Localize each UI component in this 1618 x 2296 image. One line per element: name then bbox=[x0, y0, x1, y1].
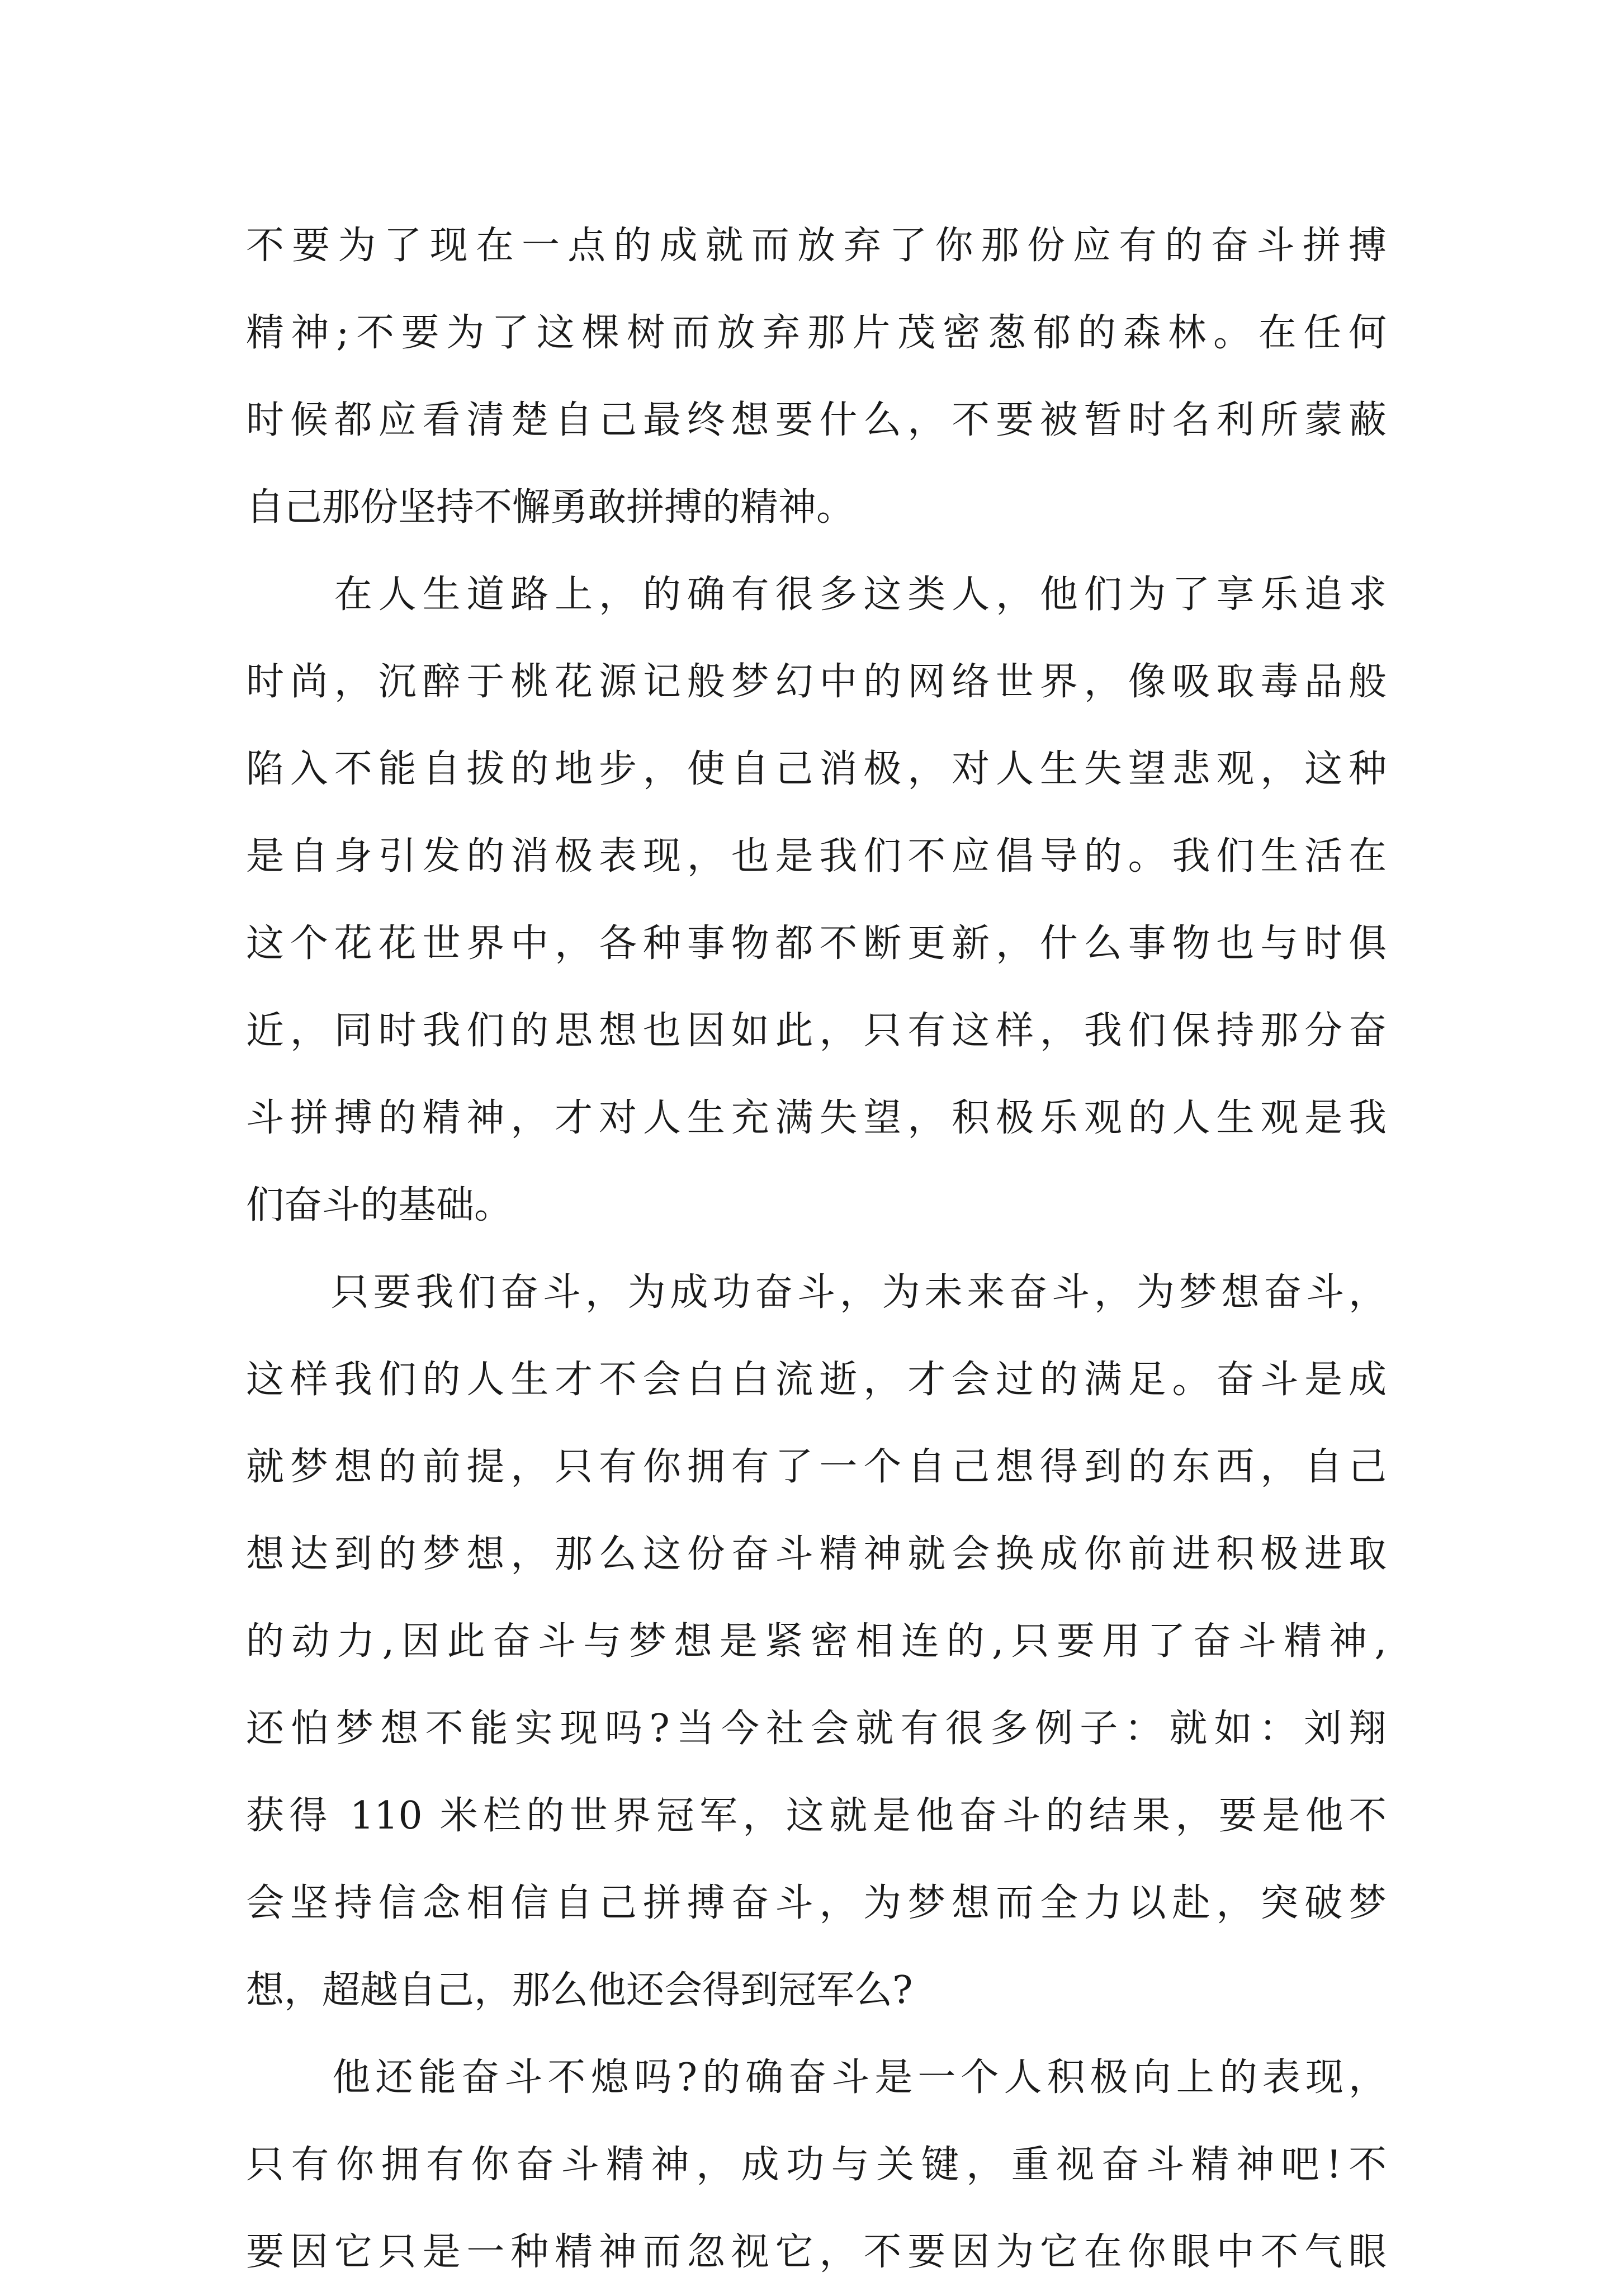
text-line: 只有你拥有你奋斗精神，成功与关键，重视奋斗精神吧!不 bbox=[246, 2143, 1387, 2187]
text-line: 想，超越自己，那么他还会得到冠军么? bbox=[246, 1968, 913, 2012]
body-text bbox=[246, 202, 1387, 2296]
text-line: 获得 110 米栏的世界冠军，这就是他奋斗的结果，要是他不 bbox=[246, 1794, 1387, 1838]
text-line: 他还能奋斗不熄吗?的确奋斗是一个人积极向上的表现， bbox=[246, 2056, 1387, 2100]
text-line: 精神;不要为了这棵树而放弃那片茂密葱郁的森林。在任何 bbox=[246, 311, 1387, 355]
text-line: 就梦想的前提，只有你拥有了一个自己想得到的东西，自己 bbox=[246, 1445, 1387, 1489]
text-line: 陷入不能自拔的地步，使自己消极，对人生失望悲观，这种 bbox=[246, 747, 1387, 791]
text-line: 要因它只是一种精神而忽视它，不要因为它在你眼中不气眼 bbox=[246, 2230, 1387, 2274]
text-line: 在人生道路上，的确有很多这类人，他们为了享乐追求 bbox=[246, 573, 1387, 617]
text-line: 还怕梦想不能实现吗?当今社会就有很多例子：就如：刘翔 bbox=[246, 1707, 1387, 1751]
text-line: 的动力,因此奋斗与梦想是紧密相连的,只要用了奋斗精神, bbox=[246, 1619, 1387, 1664]
text-line: 时候都应看清楚自己最终想要什么，不要被暂时名利所蒙蔽 bbox=[246, 398, 1387, 442]
text-line: 只要我们奋斗，为成功奋斗，为未来奋斗，为梦想奋斗， bbox=[246, 1270, 1387, 1315]
text-line: 想达到的梦想，那么这份奋斗精神就会换成你前进积极进取 bbox=[246, 1532, 1387, 1576]
text-line: 这个花花世界中，各种事物都不断更新，什么事物也与时俱 bbox=[246, 922, 1387, 966]
text-line: 时尚，沉醉于桃花源记般梦幻中的网络世界，像吸取毒品般 bbox=[246, 660, 1387, 704]
text-line: 自己那份坚持不懈勇敢拼搏的精神。 bbox=[246, 485, 855, 530]
text-line: 不要为了现在一点的成就而放弃了你那份应有的奋斗拼搏 bbox=[246, 224, 1387, 268]
text-line: 这样我们的人生才不会白白流逝，才会过的满足。奋斗是成 bbox=[246, 1358, 1387, 1402]
text-line: 们奋斗的基础。 bbox=[246, 1183, 513, 1227]
text-line: 会坚持信念相信自己拼搏奋斗，为梦想而全力以赴，突破梦 bbox=[246, 1881, 1387, 1925]
text-line: 斗拼搏的精神，才对人生充满失望，积极乐观的人生观是我 bbox=[246, 1096, 1387, 1140]
text-line: 是自身引发的消极表现，也是我们不应倡导的。我们生活在 bbox=[246, 834, 1387, 878]
text-line: 近，同时我们的思想也因如此，只有这样，我们保持那分奋 bbox=[246, 1009, 1387, 1053]
